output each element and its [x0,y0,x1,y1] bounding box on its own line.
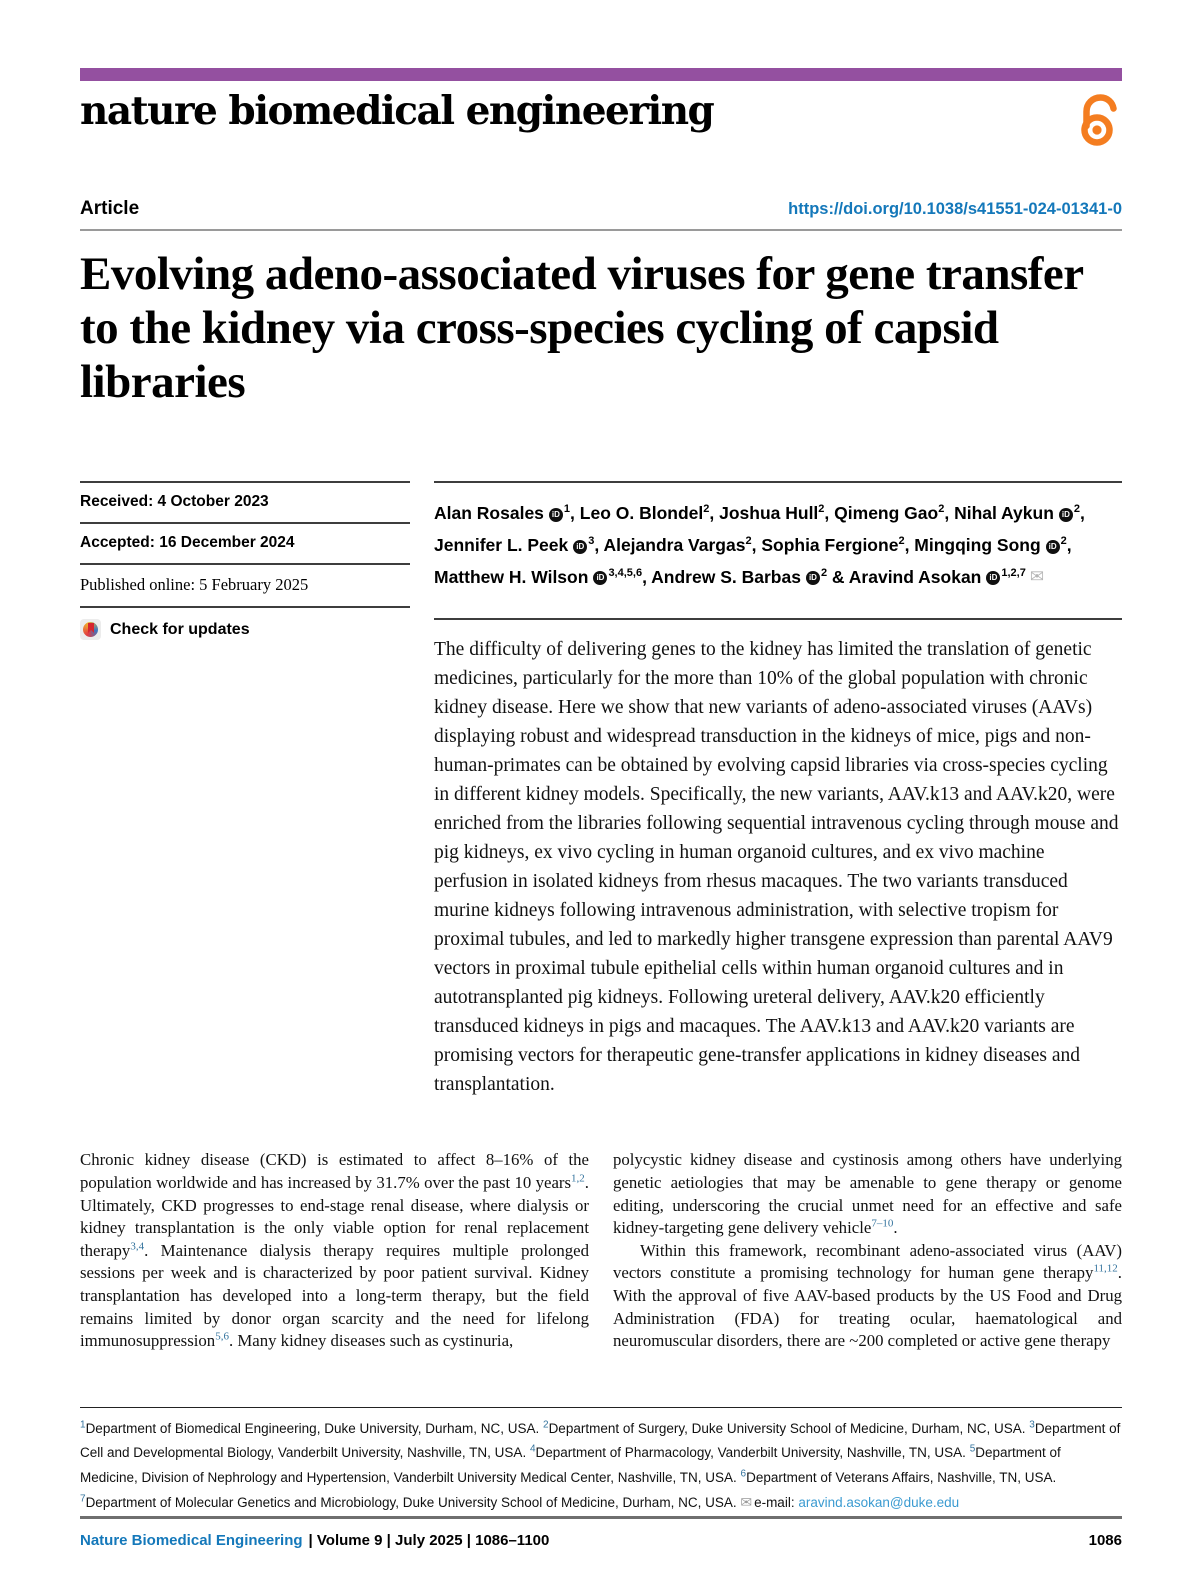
dates-column [80,481,410,1099]
issue-info: | Volume 9 | July 2025 | 1086–1100 [308,1532,550,1549]
check-for-updates-label: Check for updates [110,620,250,638]
citation-reference[interactable]: 2 [543,1419,549,1431]
crossmark-icon [80,619,101,640]
citation-reference[interactable]: 1,2 [571,1172,585,1185]
authors-list: Alan Rosales iD $^1$, Leo O. Blondel$^2$, Joshua Hull$^2$, Qimeng Gao$^2$, Nihal Aykun iD $^2$, Jennifer L. Peek iD $^3$, Alejandra Vargas$^2$, Sophia Fergione$^2$, Mingqing Song iD $^2$, Matthew H. Wilson iD $^{3,4,5,6}$, Andrew S. Barbas iD $^2$ & Aravind Asokan iD $^{1,2,7}$ ✉ [434,481,1122,591]
author-affiliation-superscript: 2 [818,503,825,515]
article-header-row [80,198,1122,231]
body-column-right [613,1149,1122,1352]
body-column-left [80,1149,589,1352]
orcid-icon[interactable]: iD [573,540,587,554]
page-number: 1086 [1088,1532,1122,1549]
abstract-text: The difficulty of delivering genes to the kidney has limited the translation of genetic medicines, particularly for the more than 10% of the global population with chronic kidney disease. Here we show that new variants of adeno-associated viruses (AAVs) displaying robust and widespread transduction in the kidneys of mice, pigs and non-human-primates can be obtained by evolving capsid libraries via cross-species cycling in different kidney models. Specifically, the new variants, AAV.k13 and AAV.k20, were enriched from the libraries following sequential intravenous cycling through mouse and pig kidneys, ex vivo cycling in human organoid cultures, and ex vivo machine perfusion in isolated kidneys from rhesus macaques. The two variants transduced murine kidneys following intravenous administration, with selective tropism for proximal tubules, and led to markedly higher transgene expression than parental AAV9 vectors in proximal tubule epithelial cells within human organoid cultures and in autotransplanted pig kidneys. Following ureteral delivery, AAV.k20 efficiently transduced kidneys in pigs and macaques. The AAV.k13 and AAV.k20 variants are promising vectors for therapeutic gene-transfer applications in kidney diseases and transplantation. [434,618,1122,1099]
author-affiliation-superscript: 1 [563,503,571,515]
author-name[interactable]: Jennifer L. Peek [434,534,569,555]
author-name[interactable]: Aravind Asokan [848,566,982,587]
accepted-date: Accepted: 16 December 2024 [80,522,410,563]
open-access-icon [1074,93,1120,152]
corresponding-author-envelope-icon[interactable]: ✉ [1029,567,1045,587]
body-paragraph: polycystic kidney disease and cystinosis among others have underlying genetic aetiologies that may be amenable to gene therapy or genome editing, underscoring the crucial unmet need for an effective and safe kidney-targeting gene delivery vehicle$^{7-10}$. [613,1150,1122,1238]
author-affiliation-superscript: 2 [1060,534,1067,547]
author-name[interactable]: Sophia Fergione [761,534,899,555]
page-footer [80,1516,1122,1549]
orcid-icon[interactable]: iD [1059,508,1073,522]
journal-footer-link[interactable]: Nature Biomedical Engineering [80,1532,303,1549]
author-name[interactable]: Nihal Aykun [954,502,1054,523]
orcid-icon[interactable]: iD [806,571,820,585]
author-affiliation-superscript: 2 [703,503,710,515]
published-date: Published online: 5 February 2025 [80,563,410,606]
orcid-icon[interactable]: iD [593,571,607,585]
citation-reference[interactable]: 1 [80,1419,86,1431]
author-affiliation-superscript: 2 [898,534,905,547]
author-name[interactable]: Mingqing Song [914,534,1041,555]
affiliations-footnote: $^1$Department of Biomedical Engineering, Duke University, Durham, NC, USA. $^2$Department of Surgery, Duke University School of Medicine, Durham, NC, USA. $^3$Department of Cell and Developmental Biology, Vanderbilt University, Nashville, TN, USA. $^4$Department of Pharmacology, Vanderbilt University, Nashville, TN, USA. $^5$Department of Medicine, Division of Nephrology and Hypertension, Vanderbilt University Medical Center, Nashville, TN, USA. $^6$Department of Veterans Affairs, Nashville, TN, USA. $^7$Department of Molecular Genetics and Microbiology, Duke University School of Medicine, Durham, NC, USA. ✉ e-mail: aravind.asokan@duke.edu [80,1407,1122,1516]
footer-citation [80,1532,549,1549]
check-for-updates-button[interactable] [80,606,410,651]
article-type-label: Article [80,198,140,219]
citation-reference[interactable]: 5 [969,1443,976,1455]
author-affiliation-superscript: 3 [588,534,595,547]
orcid-icon[interactable]: iD [1046,540,1060,554]
citation-reference[interactable]: 11,12 [1093,1262,1118,1275]
citation-reference[interactable]: 6 [740,1468,747,1480]
authors-abstract-column [434,481,1122,1099]
citation-reference[interactable]: 3,4 [130,1240,145,1253]
article-info-section [80,481,1122,1099]
doi-link[interactable]: https://doi.org/10.1038/s41551-024-01341-0 [788,200,1122,218]
author-name[interactable]: Andrew S. Barbas [651,566,801,587]
author-name[interactable]: Alan Rosales [434,502,544,523]
author-affiliation-superscript: 1,2,7 [1001,566,1026,579]
citation-reference[interactable]: 4 [529,1443,536,1455]
article-title: Evolving adeno-associated viruses for gene transfer to the kidney via cross-species cycling of capsid libraries [80,248,1083,408]
orcid-icon[interactable]: iD [549,508,563,522]
body-paragraph: Within this framework, recombinant adeno-associated virus (AAV) vectors constitute a promising technology for human gene therapy$^{11,12}$. With the approval of five AAV-based products by the US Food and Drug Administration (FDA) for treating ocular, haematological and neuromuscular disorders, there are ~200 completed or active gene therapy [613,1240,1122,1351]
author-affiliation-superscript: 2 [1073,503,1081,515]
author-affiliation-superscript: 2 [938,503,945,515]
author-affiliation-superscript: 2 [820,566,828,579]
citation-reference[interactable]: 7–10 [871,1217,894,1230]
envelope-icon: ✉ [740,1494,753,1511]
journal-logo: nature biomedical engineering [80,88,714,134]
citation-reference[interactable]: 5,6 [215,1330,229,1343]
citation-reference[interactable]: 3 [1029,1419,1035,1431]
email-link[interactable]: aravind.asokan@duke.edu [798,1495,960,1511]
author-name[interactable]: Alejandra Vargas [603,534,746,555]
orcid-icon[interactable]: iD [986,571,1000,585]
author-name[interactable]: Qimeng Gao [834,502,939,523]
body-text [80,1149,1122,1352]
body-paragraph: Chronic kidney disease (CKD) is estimated to affect 8–16% of the population worldwide and has increased by 31.7% over the past 10 years$^{1,2}$. Ultimately, CKD progresses to end-stage renal disease, where dialysis or kidney transplantation is the only viable option for renal replacement therapy$^{3,4}$. Maintenance dialysis therapy requires multiple prolonged sessions per week and is characterized by poor patient survival. Kidney transplantation has developed into a long-term therapy, but the field remains limited by donor organ scarcity and the need for lifelong immunosuppression$^{5,6}$. Many kidney diseases such as cystinuria, [80,1150,589,1351]
received-date: Received: 4 October 2023 [80,481,410,522]
citation-reference[interactable]: 7 [80,1493,86,1505]
author-name[interactable]: Leo O. Blondel [579,502,704,523]
masthead-accent-bar [80,68,1122,81]
author-affiliation-superscript: 2 [745,534,752,547]
author-name[interactable]: Matthew H. Wilson [434,566,589,587]
author-affiliation-superscript: 3,4,5,6 [608,566,643,579]
masthead [80,90,1122,152]
author-name[interactable]: Joshua Hull [719,502,819,523]
